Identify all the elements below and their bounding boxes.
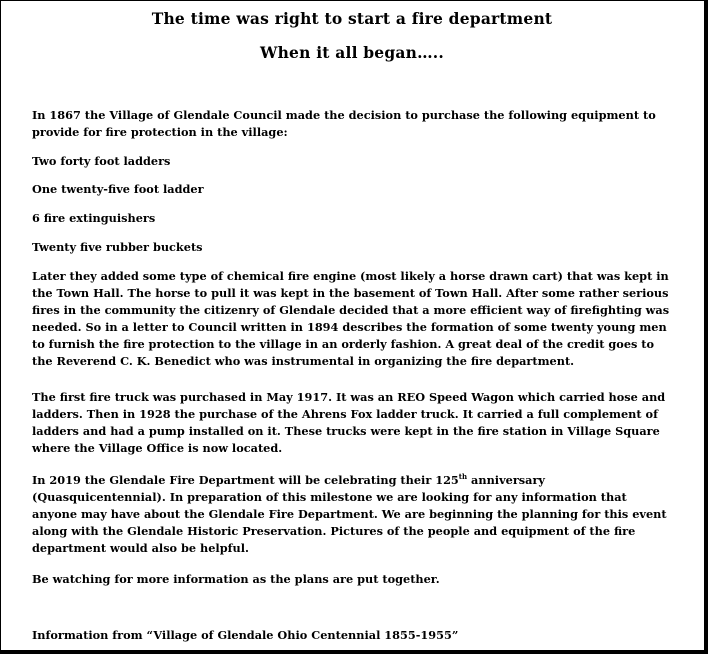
source-citation: Information from “Village of Glendale Ohio Centennial 1855-1955” bbox=[32, 628, 459, 642]
anniversary-text-start: In 2019 the Glendale Fire Department will be celebrating their 125 bbox=[32, 473, 459, 487]
intro-paragraph: In 1867 the Village of Glendale Council made the decision to purchase the following equipment to provide for fire protection in the village: bbox=[32, 108, 656, 139]
anniversary-text-end: anniversary (Quasquicentennial). In preparation of this milestone we are looking for any information that anyone may have about the Glendale Fire Department. We are beginning the planning for this event along with the Glendale Historic Preservation. Pictures of the people and equipment of the fire department would also be helpful. bbox=[32, 473, 667, 555]
chemical-engine-paragraph: Later they added some type of chemical fire engine (most likely a horse drawn cart) that was kept in the Town Hall. The horse to pull it was kept in the basement of Town Hall. After some rather serious fires in the community the citizenry of Glendale decided that a more efficient way of firefighting was needed. So in a letter to Council written in 1894 describes the formation of some twenty young men to furnish the fire protection to the village in an orderly fashion. A great deal of the credit goes to the Reverend C. K. Benedict who was instrumental in organizing the fire department. bbox=[32, 269, 670, 368]
equipment-item: Two forty foot ladders bbox=[32, 154, 171, 168]
equipment-item: One twenty-five foot ladder bbox=[32, 182, 204, 196]
watch-paragraph: Be watching for more information as the plans are put together. bbox=[32, 572, 440, 586]
page-title: The time was right to start a fire department bbox=[151, 9, 553, 28]
anniversary-ordinal-suffix: th bbox=[458, 472, 468, 482]
first-truck-paragraph: The first fire truck was purchased in May 1917. It was an REO Speed Wagon which carried hose and ladders. Then in 1928 the purchase of the Ahrens Fox ladder truck. It carried a full complement of ladders and had a pump installed on it. These trucks were kept in the fire station in Village Square where the Village Office is now located. bbox=[32, 390, 666, 455]
page-border-bottom-shadow bbox=[0, 650, 708, 654]
equipment-item: 6 fire extinguishers bbox=[32, 211, 156, 225]
page-border-left bbox=[0, 0, 1, 654]
equipment-item: Twenty five rubber buckets bbox=[32, 240, 203, 254]
page-border-top bbox=[0, 0, 708, 1]
anniversary-paragraph bbox=[32, 472, 672, 557]
page-subtitle: When it all began….. bbox=[259, 43, 444, 62]
page-border-right-shadow bbox=[704, 0, 708, 654]
